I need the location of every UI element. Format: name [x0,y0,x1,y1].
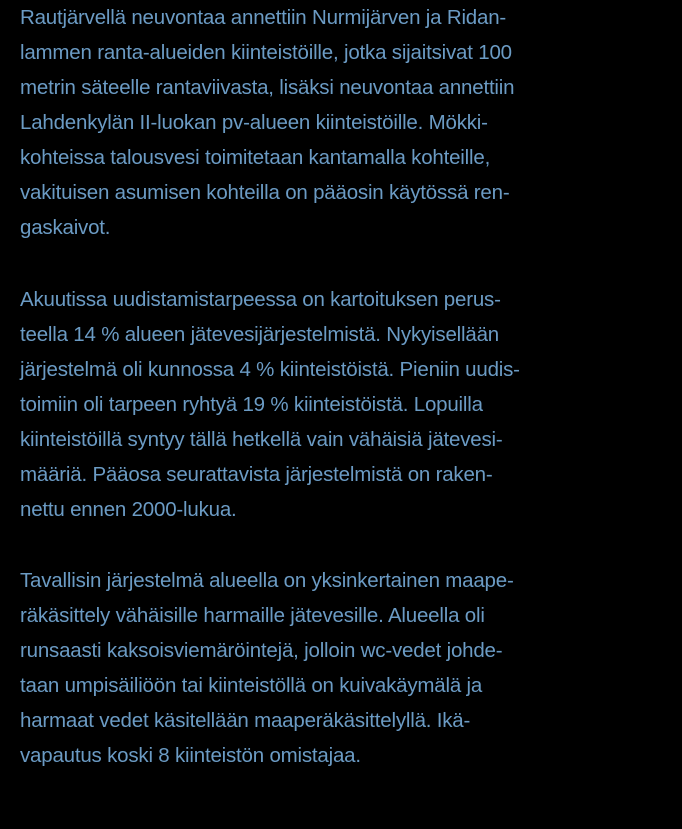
document-page [20,0,670,773]
text-line: kohteissa talousvesi toimitetaan kantamalla kohteille, [20,146,491,169]
text-line: Akuutissa uudistamistarpeessa on kartoituksen perus- [20,288,501,311]
text-line: määriä. Pääosa seurattavista järjestelmistä on raken- [20,463,493,486]
paragraph-2 [20,282,670,527]
text-line: Lahdenkylän II-luokan pv-alueen kiinteistöille. Mökki- [20,111,488,134]
text-line: teella 14 % alueen jätevesijärjestelmistä. Nykyisellään [20,323,499,346]
text-line: järjestelmä oli kunnossa 4 % kiinteistöistä. Pieniin uudis- [20,358,520,381]
text-line: Rautjärvellä neuvontaa annettiin Nurmijärven ja Ridan- [20,6,507,29]
paragraph-3 [20,563,670,773]
text-line: runsaasti kaksoisviemäröintejä, jolloin wc-vedet johde- [20,639,503,662]
text-line: kiinteistöillä syntyy tällä hetkellä vain vähäisiä jätevesi- [20,428,503,451]
text-line: räkäsittely vähäisille harmaille jätevesille. Alueella oli [20,604,485,627]
text-line: toimiin oli tarpeen ryhtyä 19 % kiinteistöistä. Lopuilla [20,393,483,416]
paragraph-spacer [20,245,670,282]
text-line: Tavallisin järjestelmä alueella on yksinkertainen maape- [20,569,514,592]
text-line: metrin säteelle rantaviivasta, lisäksi neuvontaa annettiin [20,76,515,99]
text-line: taan umpisäiliöön tai kiinteistöllä on kuivakäymälä ja [20,674,483,697]
text-line: harmaat vedet käsitellään maaperäkäsittelyllä. Ikä- [20,709,471,732]
text-line: lammen ranta-alueiden kiinteistöille, jotka sijaitsivat 100 [20,41,512,64]
paragraph-1 [20,0,670,245]
text-line: gaskaivot. [20,216,111,239]
paragraph-spacer [20,527,670,563]
text-line: vapautus koski 8 kiinteistön omistajaa. [20,744,361,767]
text-line: nettu ennen 2000-lukua. [20,498,237,521]
text-line: vakituisen asumisen kohteilla on pääosin käytössä ren- [20,181,510,204]
